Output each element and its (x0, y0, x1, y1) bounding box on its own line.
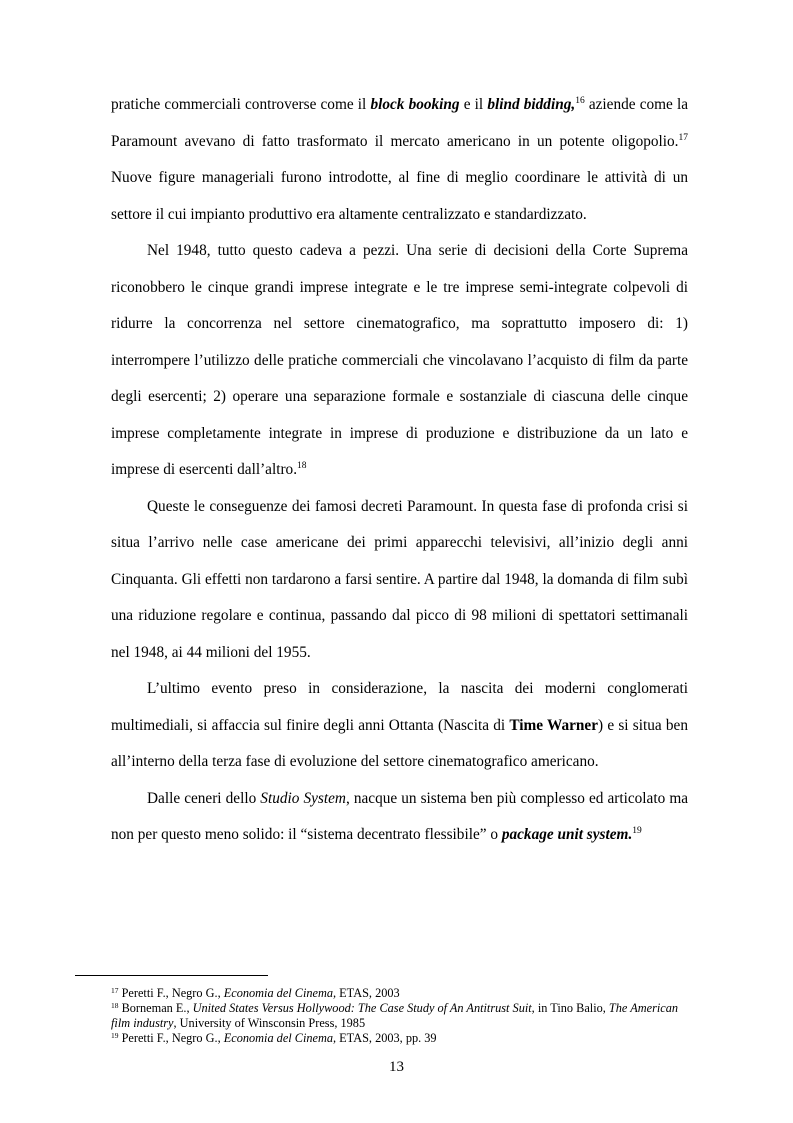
footnote-17 (111, 986, 688, 1001)
paragraph-text: , nacque un sistema ben più complesso ed articolato ma non per questo meno solido: il “sistema decentrato flessibile” o (111, 789, 689, 843)
paragraph-text: Queste le conseguenze dei famosi decreti Paramount. In questa fase di profonda crisi si situa l’arrivo nelle case americane dei primi apparecchi televisivi, all’inizio degli anni Cinquanta. Gli effetti non tardarono a farsi sentire. A partire dal 1948, la domanda di film subì una riduzione regolare e continua, passando dal picco di 98 milioni di spettatori settimanali nel 1948, ai 44 milioni del 1955. (111, 497, 688, 661)
paragraph-1 (111, 87, 688, 233)
term-studio-system: Studio System (260, 789, 346, 807)
paragraph-text: aziende come la Paramount avevano di fatto trasformato il mercato americano in un potente oligopolio. (111, 96, 689, 150)
footnote-text: Peretti F., Negro G., (118, 986, 224, 1000)
footnote-title: Economia del Cinema, (223, 1031, 337, 1045)
body-text (111, 87, 688, 854)
footnote-number: 17 (111, 986, 119, 995)
page-number: 13 (389, 1059, 404, 1075)
term-time-warner: Time Warner (509, 716, 599, 734)
paragraph-text: ) e si situa ben all’interno della terza fase di evoluzione del settore cinematografico americano. (111, 716, 688, 770)
footnote-title: The American film industry (111, 1001, 679, 1030)
footnote-ref-17: 17 (678, 132, 688, 143)
footnotes (111, 986, 688, 1046)
footnote-text: Peretti F., Negro G., (118, 1031, 224, 1045)
footnote-text: in Tino Balio, (534, 1001, 609, 1015)
paragraph-3 (111, 489, 688, 672)
footnote-separator (75, 975, 268, 976)
term-blind-bidding: blind bidding, (487, 96, 576, 113)
paragraph-4 (111, 671, 688, 781)
term-package-unit-system: package unit system. (501, 826, 633, 843)
footnote-18 (111, 1001, 688, 1031)
paragraph-5 (111, 781, 688, 854)
footnote-text: Borneman E., (118, 1001, 193, 1015)
paragraph-text: e il (459, 96, 488, 113)
footnote-19 (111, 1031, 688, 1046)
paragraph-text: Dalle ceneri dello (147, 789, 261, 807)
footnote-text: ETAS, 2003 (336, 986, 400, 1000)
term-block-booking: block booking (370, 96, 460, 113)
footnote-text: , University of Winsconsin Press, 1985 (173, 1016, 366, 1030)
paragraph-text: L’ultimo evento preso in considerazione, la nascita dei moderni conglomerati multimediali, si affaccia sul finire degli anni Ottanta (Nascita di (111, 680, 688, 734)
paragraph-2 (111, 233, 688, 489)
paragraph-text: Nuove figure manageriali furono introdotte, al fine di meglio coordinare le attività di un settore il cui impianto produttivo era altamente centralizzato e standardizzato. (111, 169, 688, 223)
footnote-number: 18 (111, 1001, 119, 1010)
footnote-ref-19: 19 (632, 826, 642, 836)
footnote-title: United States Versus Hollywood: The Case Study of An Antitrust Suit, (192, 1001, 535, 1015)
paragraph-text: pratiche commerciali controverse come il (111, 96, 371, 113)
footnote-text: ETAS, 2003, pp. 39 (336, 1031, 437, 1045)
footnote-ref-18: 18 (297, 461, 307, 471)
footnote-number: 19 (111, 1031, 119, 1040)
footnote-title: Economia del Cinema, (223, 986, 337, 1000)
footnote-ref-16: 16 (575, 96, 585, 106)
paragraph-text: Nel 1948, tutto questo cadeva a pezzi. Una serie di decisioni della Corte Suprema riconobbero le cinque grandi imprese integrate e le tre imprese semi-integrate colpevoli di ridurre la concorrenza nel settore cinematografico, ma soprattutto imposero di: 1) interrompere l’utilizzo delle pratiche commerciali che vincolavano l’acquisto di film da parte degli esercenti; 2) operare una separazione formale e sostanziale di ciascuna delle cinque imprese completamente integrate in imprese di produzione e distribuzione da un lato e imprese di esercenti dall’altro. (111, 242, 688, 478)
